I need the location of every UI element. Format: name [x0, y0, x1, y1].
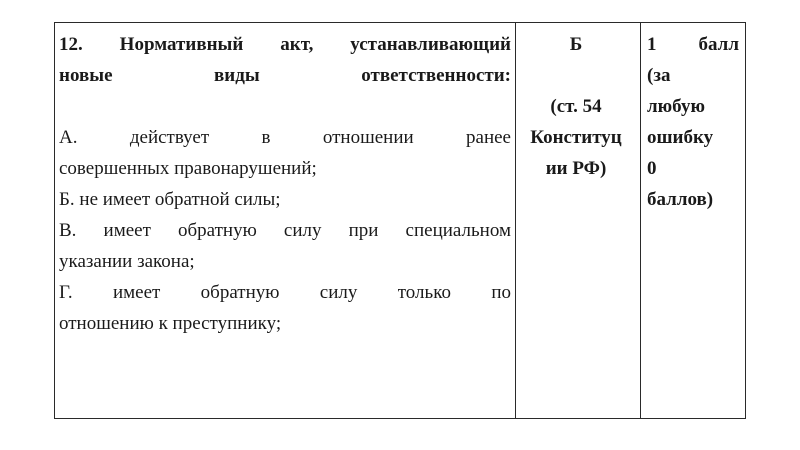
question-title-line-1: 12. Нормативный акт, устанавливающий — [59, 34, 511, 55]
option-b: Б. не имеет обратной силы; — [59, 189, 281, 210]
score-line-1 — [647, 29, 739, 60]
column-divider-2 — [640, 23, 641, 418]
spacer — [517, 60, 635, 91]
column-divider-1 — [515, 23, 516, 418]
score-line-2: (за — [647, 65, 671, 86]
score-line-6: баллов) — [647, 189, 714, 210]
option-a-line-2: совершенных правонарушений; — [59, 158, 317, 179]
answer-reference-line-1: (ст. 54 — [550, 96, 602, 117]
question-cell — [59, 29, 511, 339]
option-v-line-2: указании закона; — [59, 251, 195, 272]
score-points: 1 — [647, 34, 657, 55]
score-line-5: 0 — [647, 158, 657, 179]
score-line-3: любую — [647, 96, 705, 117]
option-v-line-1: В. имеет обратную силу при специальном — [59, 220, 511, 241]
option-a-line-1: А. действует в отношении ранее — [59, 127, 511, 148]
answer-reference-line-3: ии РФ) — [545, 158, 607, 179]
spacer — [59, 91, 511, 122]
answer-key-table — [54, 22, 746, 419]
answer-letter: Б — [569, 34, 583, 55]
question-title-line-2: новые виды ответственности: — [59, 65, 511, 86]
option-g-line-2: отношению к преступнику; — [59, 313, 282, 334]
score-unit: балл — [698, 34, 739, 55]
score-line-4: ошибку — [647, 127, 714, 148]
answer-cell — [517, 29, 635, 184]
answer-reference-line-2: Конституц — [530, 127, 622, 148]
option-g-line-1: Г. имеет обратную силу только по — [59, 282, 511, 303]
score-cell — [647, 29, 739, 215]
